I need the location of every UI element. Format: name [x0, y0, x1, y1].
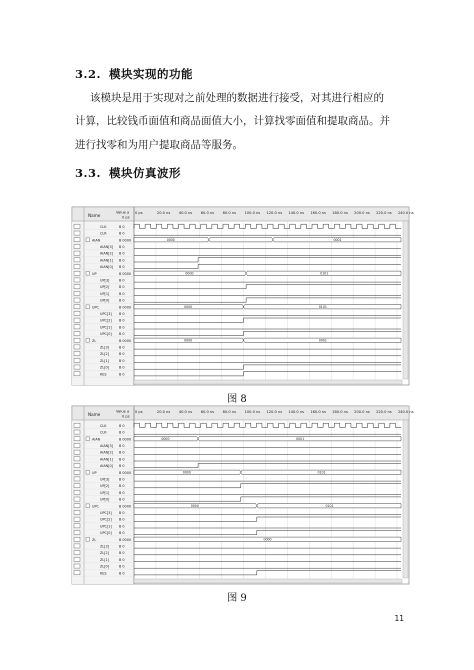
- paragraph-line-1: 该模块是用于实现对之前处理的数据进行接受，对其进行相应的: [90, 92, 384, 104]
- signal-value: B 0: [119, 231, 125, 236]
- signal-pin-icon: [74, 372, 80, 376]
- header-value-time: 0 ps: [122, 215, 130, 220]
- signal-pin-icon: [74, 544, 80, 548]
- bus-segment: [209, 238, 273, 242]
- bus-value-label: 0000: [184, 305, 193, 309]
- time-tick-label: 80.0 ns: [222, 410, 236, 414]
- signal-value: B 0: [119, 365, 125, 370]
- signal-name: UP[1]: [100, 490, 110, 495]
- signal-name: UP: [92, 470, 97, 475]
- expand-group-icon: [86, 504, 90, 508]
- time-tick-label: 0 ps: [135, 410, 143, 414]
- signal-pin-icon: [74, 504, 80, 508]
- signal-value: B 0: [119, 490, 125, 495]
- bus-value-label: 0001: [333, 238, 342, 242]
- signal-pin-icon: [74, 430, 80, 434]
- section-title: 模块实现的功能: [109, 67, 194, 81]
- signal-value: B 0: [119, 444, 125, 448]
- time-tick-label: 100.0 ns: [244, 211, 261, 215]
- signal-name: UPC[0]: [100, 332, 112, 337]
- signal-name: CLK: [100, 423, 107, 428]
- signal-name: UP: [92, 271, 97, 276]
- paragraph-line-2: 计算，比较钱币面值和商品面值大小，计算找零面值和提取商品。并: [75, 115, 390, 127]
- signal-name: UP[3]: [100, 278, 110, 283]
- signal-pin-icon: [74, 231, 80, 235]
- section-heading-3-2: [75, 66, 193, 82]
- signal-value: B 0: [119, 372, 125, 377]
- signal-name: ZL: [92, 537, 97, 542]
- expand-group-icon: [86, 537, 90, 541]
- bus-value-label: 0000: [185, 271, 194, 276]
- time-tick-label: 240.0 ns: [397, 211, 414, 215]
- signal-name: CLR: [100, 430, 107, 435]
- time-tick-label: 0 ps: [135, 211, 143, 215]
- paragraph-line-3: 进行找零和为用户提取商品等服务。: [75, 139, 243, 151]
- signal-name: AIAN: [92, 238, 101, 243]
- signal-value: B 0: [119, 544, 125, 549]
- signal-name: ZL: [92, 338, 97, 343]
- signal-pin-icon: [74, 443, 80, 447]
- header-value-time: 0 ps: [122, 414, 130, 419]
- signal-value: B 0000: [119, 470, 132, 475]
- bus-value-label: 0000: [190, 504, 199, 508]
- signal-name: ZL[0]: [100, 564, 110, 569]
- signal-pin-icon: [74, 510, 80, 514]
- signal-name: KES: [100, 571, 107, 576]
- signal-value: B 0: [119, 511, 125, 515]
- signal-pin-icon: [74, 484, 80, 488]
- signal-pin-icon: [74, 358, 80, 362]
- time-tick-label: 140.0 ns: [288, 410, 305, 414]
- bus-value-label: 0000: [184, 338, 193, 343]
- time-tick-label: 80.0 ns: [222, 211, 236, 215]
- header-name-label: Name: [88, 213, 101, 218]
- bus-value-label: 0000: [263, 537, 272, 542]
- bus-value-label: 0101: [325, 504, 334, 508]
- signal-value: B 0: [119, 457, 125, 462]
- signal-value: B 0: [119, 285, 125, 290]
- signal-pin-icon: [74, 332, 80, 336]
- signal-value: B 0: [119, 484, 125, 489]
- signal-value: B 0: [119, 557, 125, 562]
- signal-name: CLR: [100, 231, 107, 236]
- bus-value-label: 0000: [182, 470, 191, 475]
- signal-name: AIAN: [92, 437, 101, 442]
- signal-name: UP[3]: [100, 477, 110, 482]
- signal-name: AIAN[1]: [100, 258, 113, 263]
- signal-value: B 0: [119, 224, 125, 229]
- bus-value-label: 0001: [296, 437, 305, 441]
- signal-pin-icon: [74, 311, 80, 315]
- bus-value-label: 0101: [318, 305, 327, 309]
- section-number: 3.3.: [75, 166, 102, 180]
- signal-value: B 0: [119, 358, 125, 363]
- time-tick-label: 220.0 ns: [376, 211, 392, 215]
- expand-group-icon: [86, 271, 90, 275]
- signal-pin-icon: [74, 497, 80, 501]
- signal-name: CLK: [100, 224, 107, 229]
- expand-group-icon: [86, 470, 90, 474]
- figure-caption-8: 图 8: [227, 394, 247, 405]
- header-value-label: Value a: [116, 409, 130, 414]
- signal-value: B 0000: [119, 537, 132, 542]
- signal-value: B 0: [119, 571, 125, 576]
- signal-pin-icon: [74, 318, 80, 322]
- expand-group-icon: [86, 305, 90, 309]
- signal-value: B 0000: [119, 238, 132, 243]
- time-tick-label: 200.0 ns: [354, 410, 370, 414]
- signal-value: B 0: [119, 430, 125, 435]
- signal-pin-icon: [74, 524, 80, 528]
- section-number: 3.2.: [75, 67, 102, 81]
- signal-pin-icon: [74, 457, 80, 461]
- signal-pin-icon: [74, 564, 80, 568]
- waveform-figure-9: [72, 406, 414, 584]
- time-tick-label: 120.0 ns: [266, 410, 283, 414]
- header-name-label: Name: [88, 412, 101, 417]
- signal-name: UPC[3]: [100, 511, 112, 515]
- signal-value: B 0: [119, 551, 125, 556]
- signal-name: ZL[0]: [100, 365, 110, 370]
- signal-name: UPC[1]: [100, 325, 112, 330]
- signal-value: B 0: [119, 318, 125, 323]
- signal-name: AIAN[0]: [100, 464, 113, 469]
- waveform-figure-8: [72, 207, 414, 385]
- time-tick-label: 40.0 ns: [178, 211, 193, 215]
- signal-name: UPC[1]: [100, 524, 112, 529]
- signal-pin-icon: [74, 285, 80, 289]
- signal-name: AIAN[1]: [100, 457, 113, 462]
- expand-group-icon: [86, 437, 90, 441]
- signal-name: UPC[0]: [100, 531, 112, 536]
- signal-pin-icon: [74, 470, 80, 474]
- signal-value: B 0: [119, 464, 125, 469]
- time-tick-label: 220.0 ns: [376, 410, 392, 414]
- signal-name: UP[2]: [100, 484, 110, 489]
- signal-name: ZL[3]: [100, 345, 110, 350]
- signal-name: UP[0]: [100, 298, 110, 303]
- time-tick-label: 60.0 ns: [200, 211, 215, 215]
- signal-value: B 0: [119, 291, 125, 296]
- signal-name: AIAN[2]: [100, 251, 113, 256]
- signal-value: B 0: [119, 345, 125, 350]
- signal-pin-icon: [74, 251, 80, 255]
- signal-value: B 0000: [119, 437, 132, 442]
- signal-pin-icon: [74, 352, 80, 356]
- signal-pin-icon: [74, 345, 80, 349]
- time-tick-label: 160.0 ns: [310, 410, 326, 414]
- signal-value: B 0: [119, 423, 125, 428]
- signal-pin-icon: [74, 551, 80, 555]
- signal-pin-icon: [74, 244, 80, 248]
- figure-caption-9: 图 9: [227, 593, 247, 604]
- time-tick-label: 120.0 ns: [266, 211, 283, 215]
- time-tick-label: 180.0 ns: [332, 211, 348, 215]
- time-tick-label: 200.0 ns: [354, 211, 370, 215]
- signal-value: B 0: [119, 245, 125, 249]
- signal-value: B 0: [119, 497, 125, 502]
- signal-pin-icon: [74, 464, 80, 468]
- time-tick-label: 20.0 ns: [156, 410, 171, 414]
- signal-name: AIAN[2]: [100, 450, 113, 455]
- time-tick-label: 60.0 ns: [200, 410, 215, 414]
- signal-value: B 0: [119, 265, 125, 270]
- signal-pin-icon: [74, 278, 80, 282]
- signal-pin-icon: [74, 531, 80, 535]
- signal-value: B 0: [119, 477, 125, 482]
- signal-value: B 0000: [119, 504, 132, 509]
- signal-name: AIAN[3]: [100, 245, 113, 249]
- signal-value: B 0: [119, 450, 125, 455]
- header-value-label: Value a: [116, 210, 130, 215]
- signal-pin-icon: [74, 437, 80, 441]
- time-tick-label: 40.0 ns: [178, 410, 193, 414]
- signal-value: B 0: [119, 278, 125, 283]
- signal-name: UPC: [92, 504, 99, 509]
- expand-group-icon: [86, 238, 90, 242]
- signal-pin-icon: [74, 365, 80, 369]
- signal-pin-icon: [74, 298, 80, 302]
- bus-value-label: 0000: [161, 437, 170, 441]
- signal-value: B 0: [119, 517, 125, 522]
- signal-name: AIAN[0]: [100, 265, 113, 270]
- signal-value: B 0: [119, 352, 125, 357]
- signal-name: KES: [100, 372, 107, 377]
- signal-name: UP[0]: [100, 497, 110, 502]
- signal-value: B 0: [119, 524, 125, 529]
- signal-pin-icon: [74, 271, 80, 275]
- time-tick-label: 240.0 ns: [397, 410, 414, 414]
- signal-pin-icon: [74, 423, 80, 427]
- signal-name: ZL[1]: [100, 358, 110, 363]
- signal-pin-icon: [74, 265, 80, 269]
- signal-pin-icon: [74, 291, 80, 295]
- signal-value: B 0: [119, 251, 125, 256]
- signal-value: B 0000: [119, 271, 132, 276]
- time-tick-label: 140.0 ns: [288, 211, 305, 215]
- signal-pin-icon: [74, 490, 80, 494]
- signal-pin-icon: [74, 325, 80, 329]
- signal-value: B 0: [119, 332, 125, 337]
- bus-value-label: 0101: [320, 271, 329, 276]
- signal-pin-icon: [74, 477, 80, 481]
- expand-group-icon: [86, 338, 90, 342]
- bus-value-label: 0000: [166, 238, 175, 242]
- signal-pin-icon: [74, 305, 80, 309]
- page-number: 11: [394, 614, 404, 623]
- bus-value-label: 0101: [317, 470, 326, 475]
- signal-pin-icon: [74, 338, 80, 342]
- signal-pin-icon: [74, 517, 80, 521]
- signal-name: UP[1]: [100, 291, 110, 296]
- section-heading-3-3: [75, 165, 181, 181]
- signal-name: UP[2]: [100, 285, 110, 290]
- time-tick-label: 160.0 ns: [310, 211, 326, 215]
- signal-value: B 0000: [119, 338, 132, 343]
- signal-value: B 0: [119, 298, 125, 303]
- signal-name: UPC[2]: [100, 318, 112, 323]
- signal-name: ZL[3]: [100, 544, 110, 549]
- signal-name: AIAN[3]: [100, 444, 113, 448]
- signal-value: B 0000: [119, 305, 132, 310]
- signal-pin-icon: [74, 537, 80, 541]
- signal-value: B 0: [119, 325, 125, 330]
- signal-value: B 0: [119, 258, 125, 263]
- signal-pin-icon: [74, 557, 80, 561]
- signal-pin-icon: [74, 238, 80, 242]
- vertical-scrollbar: [403, 221, 408, 379]
- horizontal-scrollbar: [134, 579, 402, 583]
- signal-pin-icon: [74, 571, 80, 575]
- signal-name: ZL[1]: [100, 557, 110, 562]
- time-tick-label: 100.0 ns: [244, 410, 261, 414]
- signal-name: UPC[2]: [100, 517, 112, 522]
- signal-name: UPC: [92, 305, 99, 310]
- signal-pin-icon: [74, 450, 80, 454]
- signal-name: ZL[2]: [100, 551, 110, 556]
- signal-value: B 0: [119, 564, 125, 569]
- signal-pin-icon: [74, 258, 80, 262]
- time-tick-label: 20.0 ns: [156, 211, 171, 215]
- vertical-scrollbar: [403, 420, 408, 578]
- bus-value-label: 0001: [318, 338, 327, 343]
- horizontal-scrollbar: [134, 380, 402, 384]
- signal-name: UPC[3]: [100, 312, 112, 316]
- signal-pin-icon: [74, 224, 80, 228]
- signal-name: ZL[2]: [100, 352, 110, 357]
- time-tick-label: 180.0 ns: [332, 410, 348, 414]
- signal-value: B 0: [119, 312, 125, 316]
- signal-value: B 0: [119, 531, 125, 536]
- section-title: 模块仿真波形: [109, 166, 182, 180]
